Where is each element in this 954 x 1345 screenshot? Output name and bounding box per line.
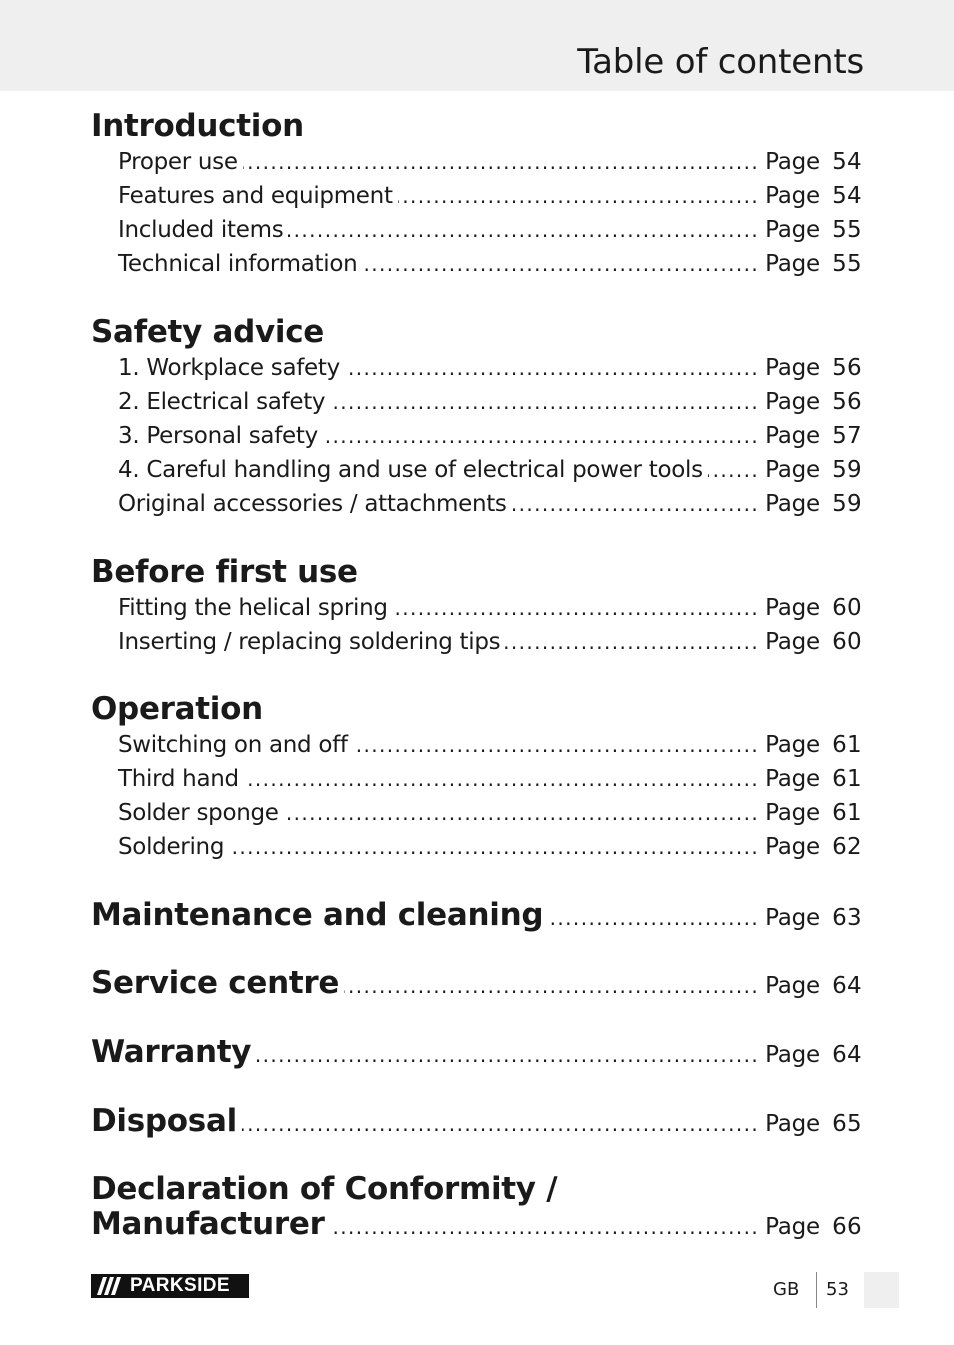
page-number-footer: 53 [826,1279,849,1300]
page-number: 59 [832,457,862,483]
page-word: Page [765,389,820,415]
dot-leader [284,798,759,828]
toc-entry[interactable] [118,353,862,383]
page-word: Page [765,1214,820,1240]
parkside-logo [91,1274,249,1298]
dot-leader [548,903,759,933]
toc-entry[interactable] [118,627,862,657]
toc-entry-label: Features and equipment [118,183,393,209]
toc-major-entry[interactable] [91,1102,862,1140]
dot-leader [353,730,759,760]
page-number: 64 [832,973,862,999]
page-number: 57 [832,423,862,449]
toc-entry[interactable] [118,455,862,485]
toc-entry[interactable] [118,249,862,279]
toc-entry[interactable] [118,832,862,862]
toc-major-entry[interactable] [91,964,862,1002]
page-number: 61 [832,800,862,826]
page-word: Page [765,251,820,277]
declaration-heading-line1: Declaration of Conformity / [91,1171,558,1207]
page-word: Page [765,834,820,860]
page-word: Page [765,355,820,381]
toc-entry-label: Original accessories / attachments [118,491,507,517]
page-number: 64 [832,1042,862,1068]
toc-entry-label: Soldering [118,834,225,860]
page-number: 56 [832,389,862,415]
toc-entry[interactable] [118,489,862,519]
dot-leader [288,215,759,245]
toc-entry[interactable] [118,215,862,245]
language-code: GB [773,1279,800,1300]
page-number: 60 [832,595,862,621]
dot-leader [345,353,759,383]
page-word: Page [765,1042,820,1068]
dot-leader [505,627,759,657]
dot-leader [229,832,759,862]
toc-entry[interactable] [118,147,862,177]
toc-major-label: Service centre [91,965,340,1001]
dot-leader [393,593,759,623]
page-number: 55 [832,217,862,243]
dot-leader [323,421,759,451]
toc-entry-label: Third hand [118,766,239,792]
page-number: 54 [832,183,862,209]
toc-entry-label: Included items [118,217,284,243]
page-word: Page [765,629,820,655]
dot-leader [512,489,759,519]
toc-entry[interactable] [118,421,862,451]
toc-entry-label: 2. Electrical safety [118,389,326,415]
section-heading-introduction: Introduction [91,108,304,144]
toc-entry[interactable] [118,181,862,211]
dot-leader [398,181,759,211]
toc-entry-label: 1. Workplace safety [118,355,340,381]
toc-entry[interactable] [118,593,862,623]
dot-leader [330,387,759,417]
brand-name: PARKSIDE [125,1274,249,1298]
page-title: Table of contents [577,42,864,82]
page-word: Page [765,183,820,209]
toc-major-label: Manufacturer [91,1206,325,1242]
footer-tab [864,1272,899,1308]
page-word: Page [765,732,820,758]
page-number: 56 [832,355,862,381]
toc-major-entry[interactable] [91,1033,862,1071]
toc-entry-label: Technical information [118,251,358,277]
toc-major-label: Disposal [91,1103,237,1139]
toc-entry-label: Solder sponge [118,800,279,826]
page-number: 55 [832,251,862,277]
toc-entry[interactable] [118,730,862,760]
page-word: Page [765,423,820,449]
section-heading-operation: Operation [91,691,263,727]
page-word: Page [765,457,820,483]
section-heading-before-first-use: Before first use [91,554,358,590]
toc-entry-label: Switching on and off [118,732,348,758]
page-word: Page [765,973,820,999]
page-word: Page [765,1111,820,1137]
toc-entry-label: 3. Personal safety [118,423,318,449]
dot-leader [330,1212,760,1242]
toc-entry-label: 4. Careful handling and use of electrical power tools [118,457,703,483]
page-word: Page [765,217,820,243]
page-number: 54 [832,149,862,175]
page-number: 65 [832,1111,862,1137]
toc-entry-label: Fitting the helical spring [118,595,388,621]
page-word: Page [765,766,820,792]
page-number: 62 [832,834,862,860]
dot-leader [256,1040,759,1070]
page-word: Page [765,800,820,826]
toc-entry[interactable] [118,387,862,417]
page-number: 61 [832,732,862,758]
page-word: Page [765,149,820,175]
dot-leader [244,764,759,794]
toc-entry-label: Inserting / replacing soldering tips [118,629,501,655]
dot-leader [362,249,759,279]
parkside-stripes-icon [91,1274,125,1298]
page-word: Page [765,595,820,621]
toc-entry[interactable] [118,798,862,828]
page-number: 61 [832,766,862,792]
toc-major-entry[interactable] [91,896,862,934]
toc-major-label: Maintenance and cleaning [91,897,544,933]
toc-entry[interactable] [118,764,862,794]
toc-major-entry-declaration[interactable] [91,1205,862,1243]
dot-leader [242,1109,759,1139]
page-word: Page [765,491,820,517]
dot-leader [344,971,759,1001]
page-number: 59 [832,491,862,517]
footer-divider [816,1272,817,1308]
toc-entry-label: Proper use [118,149,238,175]
page-word: Page [765,905,820,931]
page-number: 63 [832,905,862,931]
dot-leader [708,455,759,485]
toc-major-label: Warranty [91,1034,252,1070]
page-number: 60 [832,629,862,655]
section-heading-safety-advice: Safety advice [91,314,325,350]
dot-leader [243,147,759,177]
page-number: 66 [832,1214,862,1240]
